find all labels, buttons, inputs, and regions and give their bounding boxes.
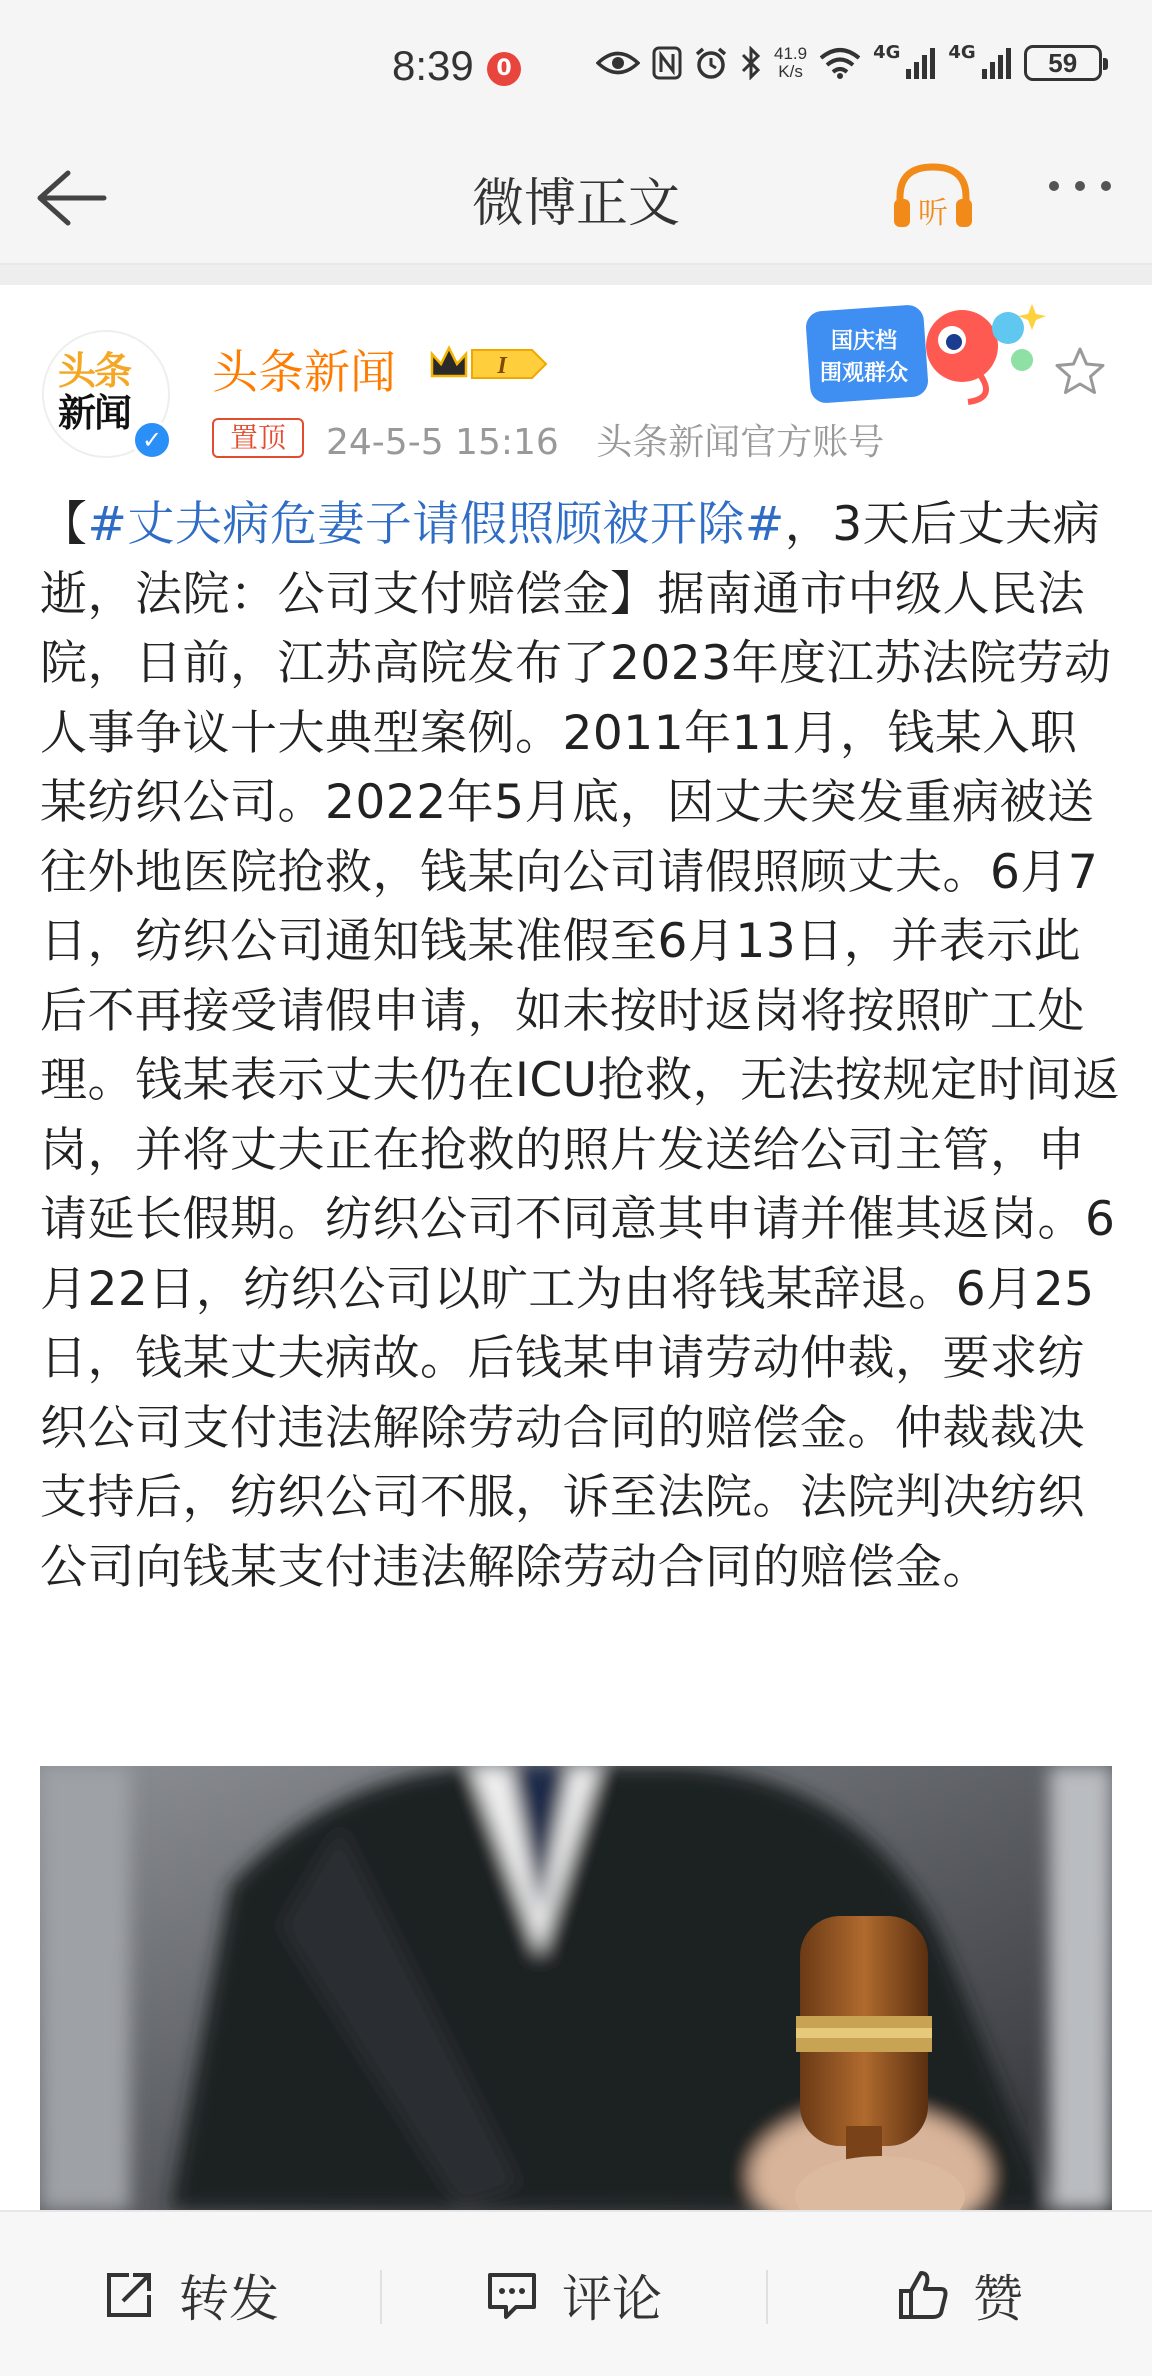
event-badge-line1: 国庆档 — [830, 329, 898, 354]
status-bar — [0, 0, 1152, 135]
signal-icon — [982, 47, 1012, 79]
signal-icon — [906, 47, 936, 79]
like-icon — [895, 2267, 951, 2323]
body-text: ，3天后丈夫病逝，法院：公司支付赔偿金】据南通市中级人民法院，日前，江苏高院发布了2023年度江苏法院劳动人事争议十大典型案例。2011年11月，钱某入职某纺织公司。2022年5月底，因丈夫突发重病被送往外地医院抢救，钱某向公司请假照顾丈夫。6月7日，纺织公司通知钱某准假至6月13日，并表示此后不再接受请假申请，如未按时返岗将按照旷工处理。钱某表示丈夫仍在ICU抢救，无法按规定时间返岗，并将丈夫正在抢救的照片发送给公司主管，申请延长假期。纺织公司不同意其申请并催其返岗。6月22日，纺织公司以旷工为由将钱某辞退。6月25日，钱某丈夫病故。后钱某申请劳动仲裁，要求纺织公司支付违法解除劳动合同的赔偿金。仲裁裁决支持后，纺织公司不服，诉至法院。法院判决纺织公司向钱某支付违法解除劳动合同的赔偿金。 — [40, 497, 1121, 1595]
bluetooth-icon — [740, 46, 762, 80]
vip-level: I — [497, 353, 507, 379]
post-body — [40, 490, 1122, 1602]
signal-label-1: 4G — [873, 42, 901, 63]
like-label: 赞 — [973, 2270, 1023, 2328]
comment-label: 评论 — [562, 2270, 662, 2328]
pinned-badge: 置顶 — [212, 418, 304, 458]
verified-icon: ✓ — [132, 420, 172, 460]
page-title: 微博正文 — [471, 174, 680, 234]
crown-icon — [432, 348, 466, 376]
repost-button[interactable] — [0, 2212, 380, 2376]
section-divider — [0, 265, 1152, 285]
star-icon — [1052, 344, 1108, 400]
listen-label: 听 — [918, 196, 948, 231]
hashtag-link[interactable]: #丈夫病危妻子请假照顾被开除# — [87, 497, 785, 552]
post-meta — [326, 414, 884, 465]
repost-label: 转发 — [179, 2270, 279, 2328]
signal-label-2: 4G — [948, 42, 976, 63]
post-timestamp: 24-5-5 15:16 — [326, 422, 559, 463]
comment-icon — [484, 2267, 540, 2323]
vip-badge[interactable] — [428, 342, 552, 386]
event-badge-line2: 围观群众 — [819, 361, 909, 386]
listen-button[interactable] — [888, 157, 978, 237]
wifi-icon — [819, 47, 861, 79]
nfc-icon — [652, 46, 682, 80]
author-name[interactable]: 头条新闻 — [212, 345, 396, 399]
status-time: 8:39 — [392, 42, 474, 89]
eye-icon — [596, 48, 640, 78]
event-badge[interactable] — [800, 290, 1050, 420]
post-source: 头条新闻官方账号 — [596, 422, 885, 463]
avatar-text-line2: 新闻 — [58, 391, 131, 435]
bottom-action-bar — [0, 2210, 1152, 2376]
post-image[interactable] — [40, 1766, 1112, 2210]
favorite-button[interactable] — [1052, 344, 1108, 400]
repost-icon — [101, 2267, 157, 2323]
battery-indicator: 59 — [1024, 45, 1102, 81]
like-button[interactable] — [766, 2212, 1152, 2376]
status-icons — [596, 38, 1102, 88]
more-button[interactable] — [1040, 171, 1120, 221]
more-icon — [1040, 171, 1120, 201]
avatar-text-line1: 头条 — [58, 349, 131, 393]
alarm-icon — [694, 46, 728, 80]
alert-badge: 0 — [487, 52, 521, 86]
headphones-icon — [888, 157, 978, 237]
comment-button[interactable] — [380, 2212, 766, 2376]
title-bar — [0, 135, 1152, 265]
body-bracket: 【 — [40, 497, 88, 552]
net-speed: 41.9 K/s — [774, 44, 808, 81]
